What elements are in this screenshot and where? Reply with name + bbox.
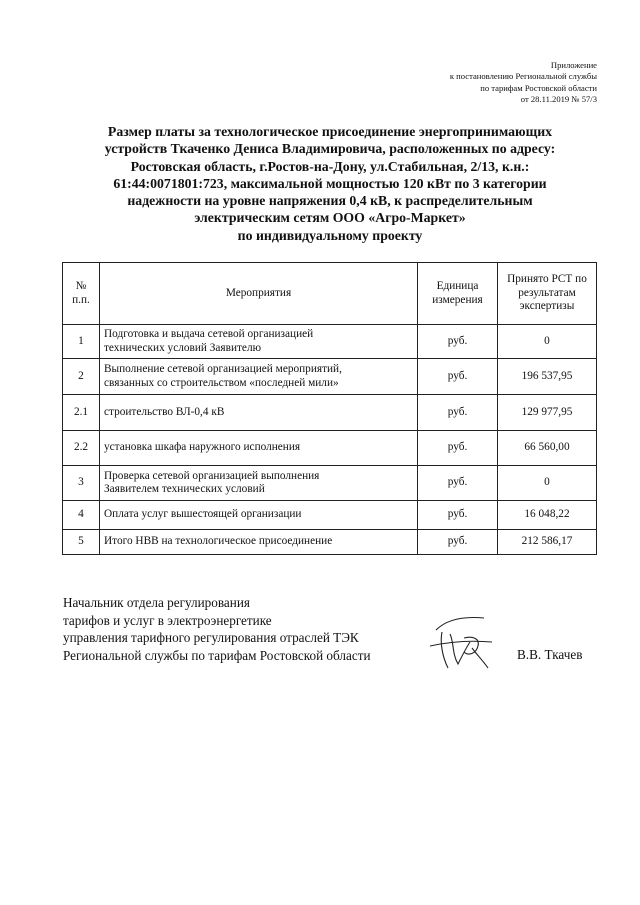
appendix-line: по тарифам Ростовской области [480, 82, 597, 93]
row-value: 16 048,22 [498, 501, 597, 530]
table-row [63, 501, 597, 530]
signer-name: В.В. Ткачев [517, 647, 583, 662]
position-line: тарифов и услуг в электроэнергетике [63, 612, 272, 628]
title-line: 61:44:0071801:723, максимальной мощностью 120 кВт по 3 категории [113, 175, 547, 191]
row-unit: руб. [418, 530, 498, 555]
row-unit: руб. [418, 325, 498, 359]
appendix-line: Приложение [550, 60, 597, 70]
signatory-position [63, 594, 371, 664]
row-num: 1 [63, 325, 100, 359]
position-line: Региональной службы по тарифам Ростовской области [63, 647, 371, 663]
row-num: 2.2 [63, 431, 100, 466]
row-unit: руб. [418, 395, 498, 431]
row-value: 0 [498, 325, 597, 359]
title-line: по индивидуальному проекту [237, 227, 423, 243]
tariff-table [62, 262, 597, 555]
row-value: 0 [498, 466, 597, 501]
row-activity: установка шкафа наружного исполнения [100, 431, 418, 466]
table-row [63, 466, 597, 501]
row-value: 66 560,00 [498, 431, 597, 466]
row-activity [100, 466, 418, 501]
activity-line: Проверка сетевой организацией выполнения [104, 469, 320, 482]
row-unit: руб. [418, 359, 498, 395]
activity-line: технических условий Заявителю [104, 341, 262, 354]
activity-line: Выполнение сетевой организацией мероприятий, [104, 363, 342, 375]
title-line: Ростовская область, г.Ростов-на-Дону, ул.Стабильная, 2/13, к.н.: [130, 158, 530, 174]
header-unit: Единица измерения [418, 263, 498, 325]
appendix-line: к постановлению Региональной службы [449, 71, 597, 82]
row-activity: Оплата услуг вышестоящей организации [100, 501, 418, 530]
appendix-line: от 28.11.2019 № 57/3 [520, 94, 597, 105]
row-activity [100, 325, 418, 359]
row-unit: руб. [418, 501, 498, 530]
table-row [63, 359, 597, 395]
title-line: надежности на уровне напряжения 0,4 кВ, к распределительным [127, 193, 533, 209]
table-row [63, 395, 597, 431]
table-header-row [63, 263, 597, 325]
table-row [63, 530, 597, 555]
row-activity: строительство ВЛ-0,4 кВ [100, 395, 418, 431]
row-activity: Итого НВВ на технологическое присоединение [100, 530, 418, 555]
table-row [63, 431, 597, 466]
header-value: Принято РСТ по результатам экспертизы [498, 263, 597, 325]
activity-line: связанных со строительством «последней мили» [104, 376, 339, 389]
row-num: 2 [63, 359, 100, 395]
activity-line: Подготовка и выдача сетевой организацией [104, 328, 314, 340]
title-line: устройств Ткаченко Дениса Владимировича, расположенных по адресу: [104, 141, 556, 157]
header-num: № п.п. [63, 263, 100, 325]
row-value: 196 537,95 [498, 359, 597, 395]
row-num: 2.1 [63, 395, 100, 431]
row-value: 212 586,17 [498, 530, 597, 555]
document-title [60, 123, 600, 244]
handwritten-signature [428, 612, 498, 674]
row-unit: руб. [418, 466, 498, 501]
row-unit: руб. [418, 431, 498, 466]
row-num: 3 [63, 466, 100, 501]
row-num: 5 [63, 530, 100, 555]
row-activity [100, 359, 418, 395]
position-line: управления тарифного регулирования отраслей ТЭК [63, 630, 359, 645]
row-num: 4 [63, 501, 100, 530]
header-activity: Мероприятия [100, 263, 418, 325]
title-line: Размер платы за технологическое присоединение энергопринимающих [107, 124, 553, 139]
table-row [63, 325, 597, 359]
position-line: Начальник отдела регулирования [63, 595, 250, 610]
activity-line: Заявителем технических условий [104, 483, 265, 495]
title-line: электрическим сетям ООО «Агро-Маркет» [194, 210, 466, 226]
appendix-block [337, 60, 597, 106]
row-value: 129 977,95 [498, 395, 597, 431]
